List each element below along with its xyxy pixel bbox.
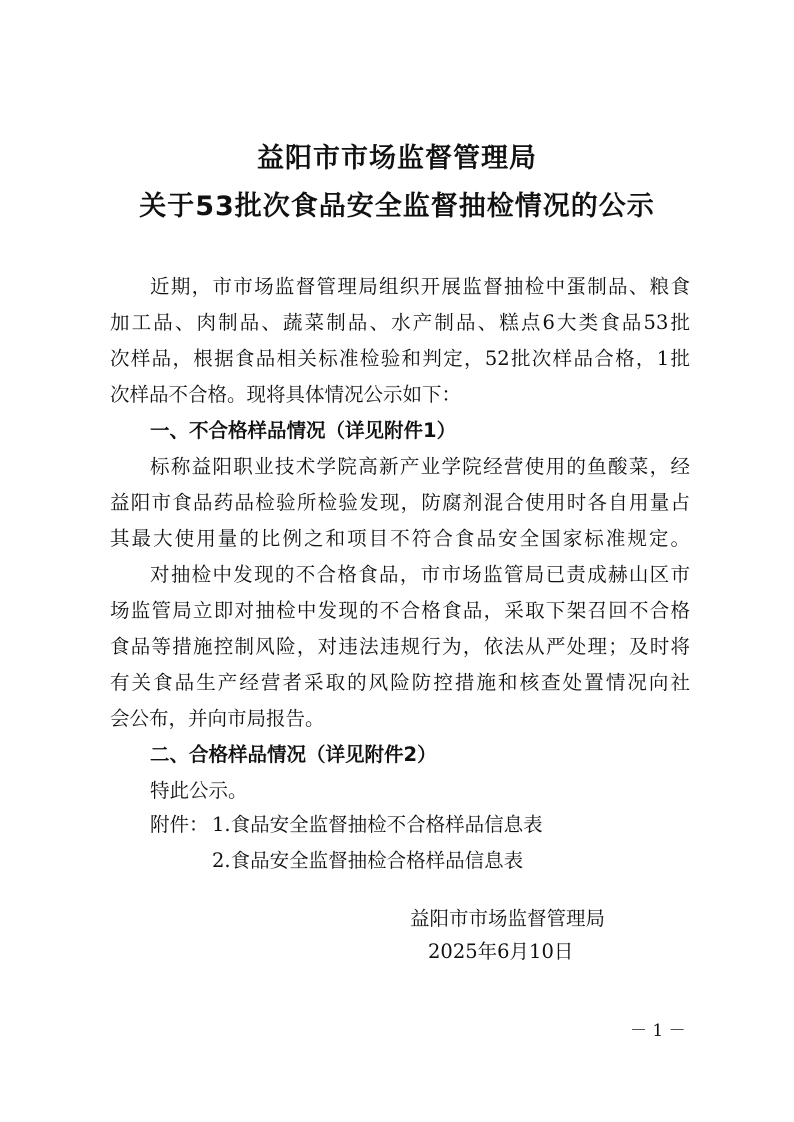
- section2-heading: 二、合格样品情况（详见附件2）: [150, 743, 437, 766]
- text-line: 食品等措施控制风险，对违法违规行为，依法从严处理；及时将: [110, 635, 690, 658]
- attachment-item: 2.食品安全监督抽检合格样品信息表: [212, 849, 524, 872]
- document-title-line2: 关于53批次食品安全监督抽检情况的公示: [139, 191, 655, 222]
- text-line: 其最大使用量的比例之和项目不符合食品安全国家标准规定。: [110, 527, 690, 550]
- document-title-line1: 益阳市市场监督管理局: [257, 143, 537, 174]
- text-line: 次样品不合格。现将具体情况公示如下：: [110, 383, 462, 406]
- attachments-label: 附件：: [150, 813, 209, 836]
- text-line: 标称益阳职业技术学院高新产业学院经营使用的鱼酸菜，经: [150, 455, 690, 478]
- text-line: 益阳市食品药品检验所检验发现，防腐剂混合使用时各自用量占: [110, 491, 690, 514]
- closing-text: 特此公示。: [150, 779, 248, 802]
- section1-heading: 一、不合格样品情况（详见附件1）: [150, 419, 457, 442]
- text-line: 加工品、肉制品、蔬菜制品、水产制品、糕点6大类食品53批: [110, 311, 690, 334]
- text-line: 会公布，并向市局报告。: [110, 707, 325, 730]
- attachment-item: 1.食品安全监督抽检不合格样品信息表: [212, 813, 543, 836]
- text-line: 近期，市市场监督管理局组织开展监督抽检中蛋制品、粮食: [150, 275, 690, 298]
- page-number: － 1 －: [630, 1021, 686, 1041]
- text-line: 对抽检中发现的不合格食品，市市场监管局已责成赫山区市: [150, 563, 690, 586]
- text-line: 有关食品生产经营者采取的风险防控措施和核查处置情况向社: [110, 671, 690, 694]
- signature-org: 益阳市市场监督管理局: [410, 907, 606, 930]
- text-line: 场监管局立即对抽检中发现的不合格食品，采取下架召回不合格: [110, 599, 690, 622]
- text-line: 次样品，根据食品相关标准检验和判定，52批次样品合格，1批: [110, 347, 690, 370]
- signature-date: 2025年6月10日: [428, 940, 574, 963]
